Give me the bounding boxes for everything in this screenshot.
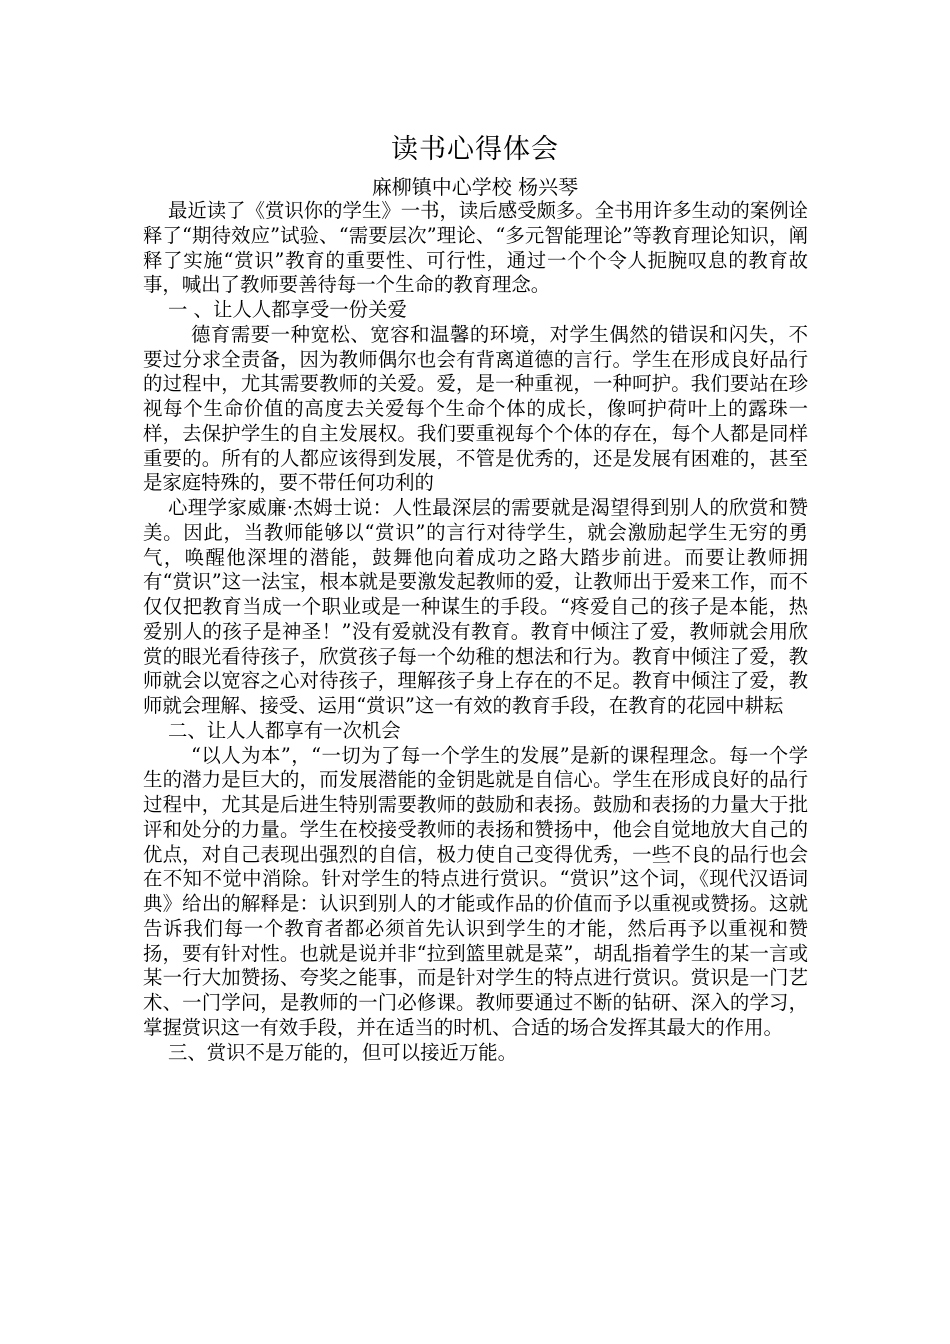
intro-paragraph: 最近读了《赏识你的学生》一书，读后感受颇多。全书用许多生动的案例诠释了“期待效应”试验、“需要层次”理论、“多元智能理论”等教育理论知识，阐释了实施“赏识”教育的重要性、可行性，通过一个个令人扼腕叹息的教育故事，喊出了教师要善待每一个生命的教育理念。 [143,199,808,297]
document-body [143,199,808,1065]
section-heading-2: 二、让人人都享有一次机会 [168,718,401,742]
body-paragraph: 心理学家威廉·杰姆士说：人性最深层的需要就是渴望得到别人的欣赏和赞美。因此，当教师能够以“赏识”的言行对待学生，就会激励起学生无穷的勇气，唤醒他深埋的潜能，鼓舞他向着成功之路大踏步前进。而要让教师拥有“赏识”这一法宝，根本就是要激发起教师的爱，让教师出于爱来工作，而不仅仅把教育当成一个职业或是一种谋生的手段。“疼爱自己的孩子是本能，热爱别人的孩子是神圣！”没有爱就没有教育。教育中倾注了爱，教师就会用欣赏的眼光看待孩子，欣赏孩子每一个幼稚的想法和行为。教育中倾注了爱，教师就会以宽容之心对待孩子，理解孩子身上存在的不足。教育中倾注了爱，教师就会理解、接受、运用“赏识”这一有效的教育手段，在教育的花园中耕耘 [143,496,808,717]
body-paragraph: 德育需要一种宽松、宽容和温馨的环境，对学生偶然的错误和闪失，不要过分求全责备，因为教师偶尔也会有背离道德的言行。学生在形成良好品行的过程中，尤其需要教师的关爱。爱，是一种重视，一种呵护。我们要站在珍视每个生命价值的高度去关爱每个生命个体的成长，像呵护荷叶上的露珠一样，去保护学生的自主发展权。我们要重视每个个体的存在，每个人都是同样重要的。所有的人都应该得到发展，不管是优秀的，还是发展有困难的，甚至是家庭特殊的，要不带任何功利的 [143,322,808,495]
document-title: 读书心得体会 [391,134,559,165]
section-heading-1: 一 、让人人都享受一份关爱 [168,298,407,321]
body-paragraph: “以人为本”，“一切为了每一个学生的发展”是新的课程理念。每一个学生的潜力是巨大的，而发展潜能的金钥匙就是自信心。学生在形成良好的品行过程中，尤其是后进生特别需要教师的鼓励和表扬。鼓励和表扬的力量大于批评和处分的力量。学生在校接受教师的表扬和赞扬中，他会自觉地放大自己的优点，对自己表现出强烈的自信，极力使自己变得优秀，一些不良的品行也会在不知不觉中消除。针对学生的特点进行赏识。“赏识”这个词，《现代汉语词典》给出的解释是：认识到别人的才能或作品的价值而予以重视或赞扬。这就告诉我们每一个教育者都必须首先认识到学生的才能，然后再予以重视和赞扬，要有针对性。也就是说并非“拉到篮里就是菜”，胡乱指着学生的某一言或某一行大加赞扬、夸奖之能事，而是针对学生的特点进行赏识。赏识是一门艺术、一门学问，是教师的一门必修课。教师要通过不断的钻研、深入的学习，掌握赏识这一有效手段，并在适当的时机、合适的场合发挥其最大的作用。 [143,743,808,1039]
section-heading-3: 三、赏识不是万能的，但可以接近万能。 [168,1040,518,1064]
author-byline: 麻柳镇中心学校 杨兴琴 [371,175,579,199]
